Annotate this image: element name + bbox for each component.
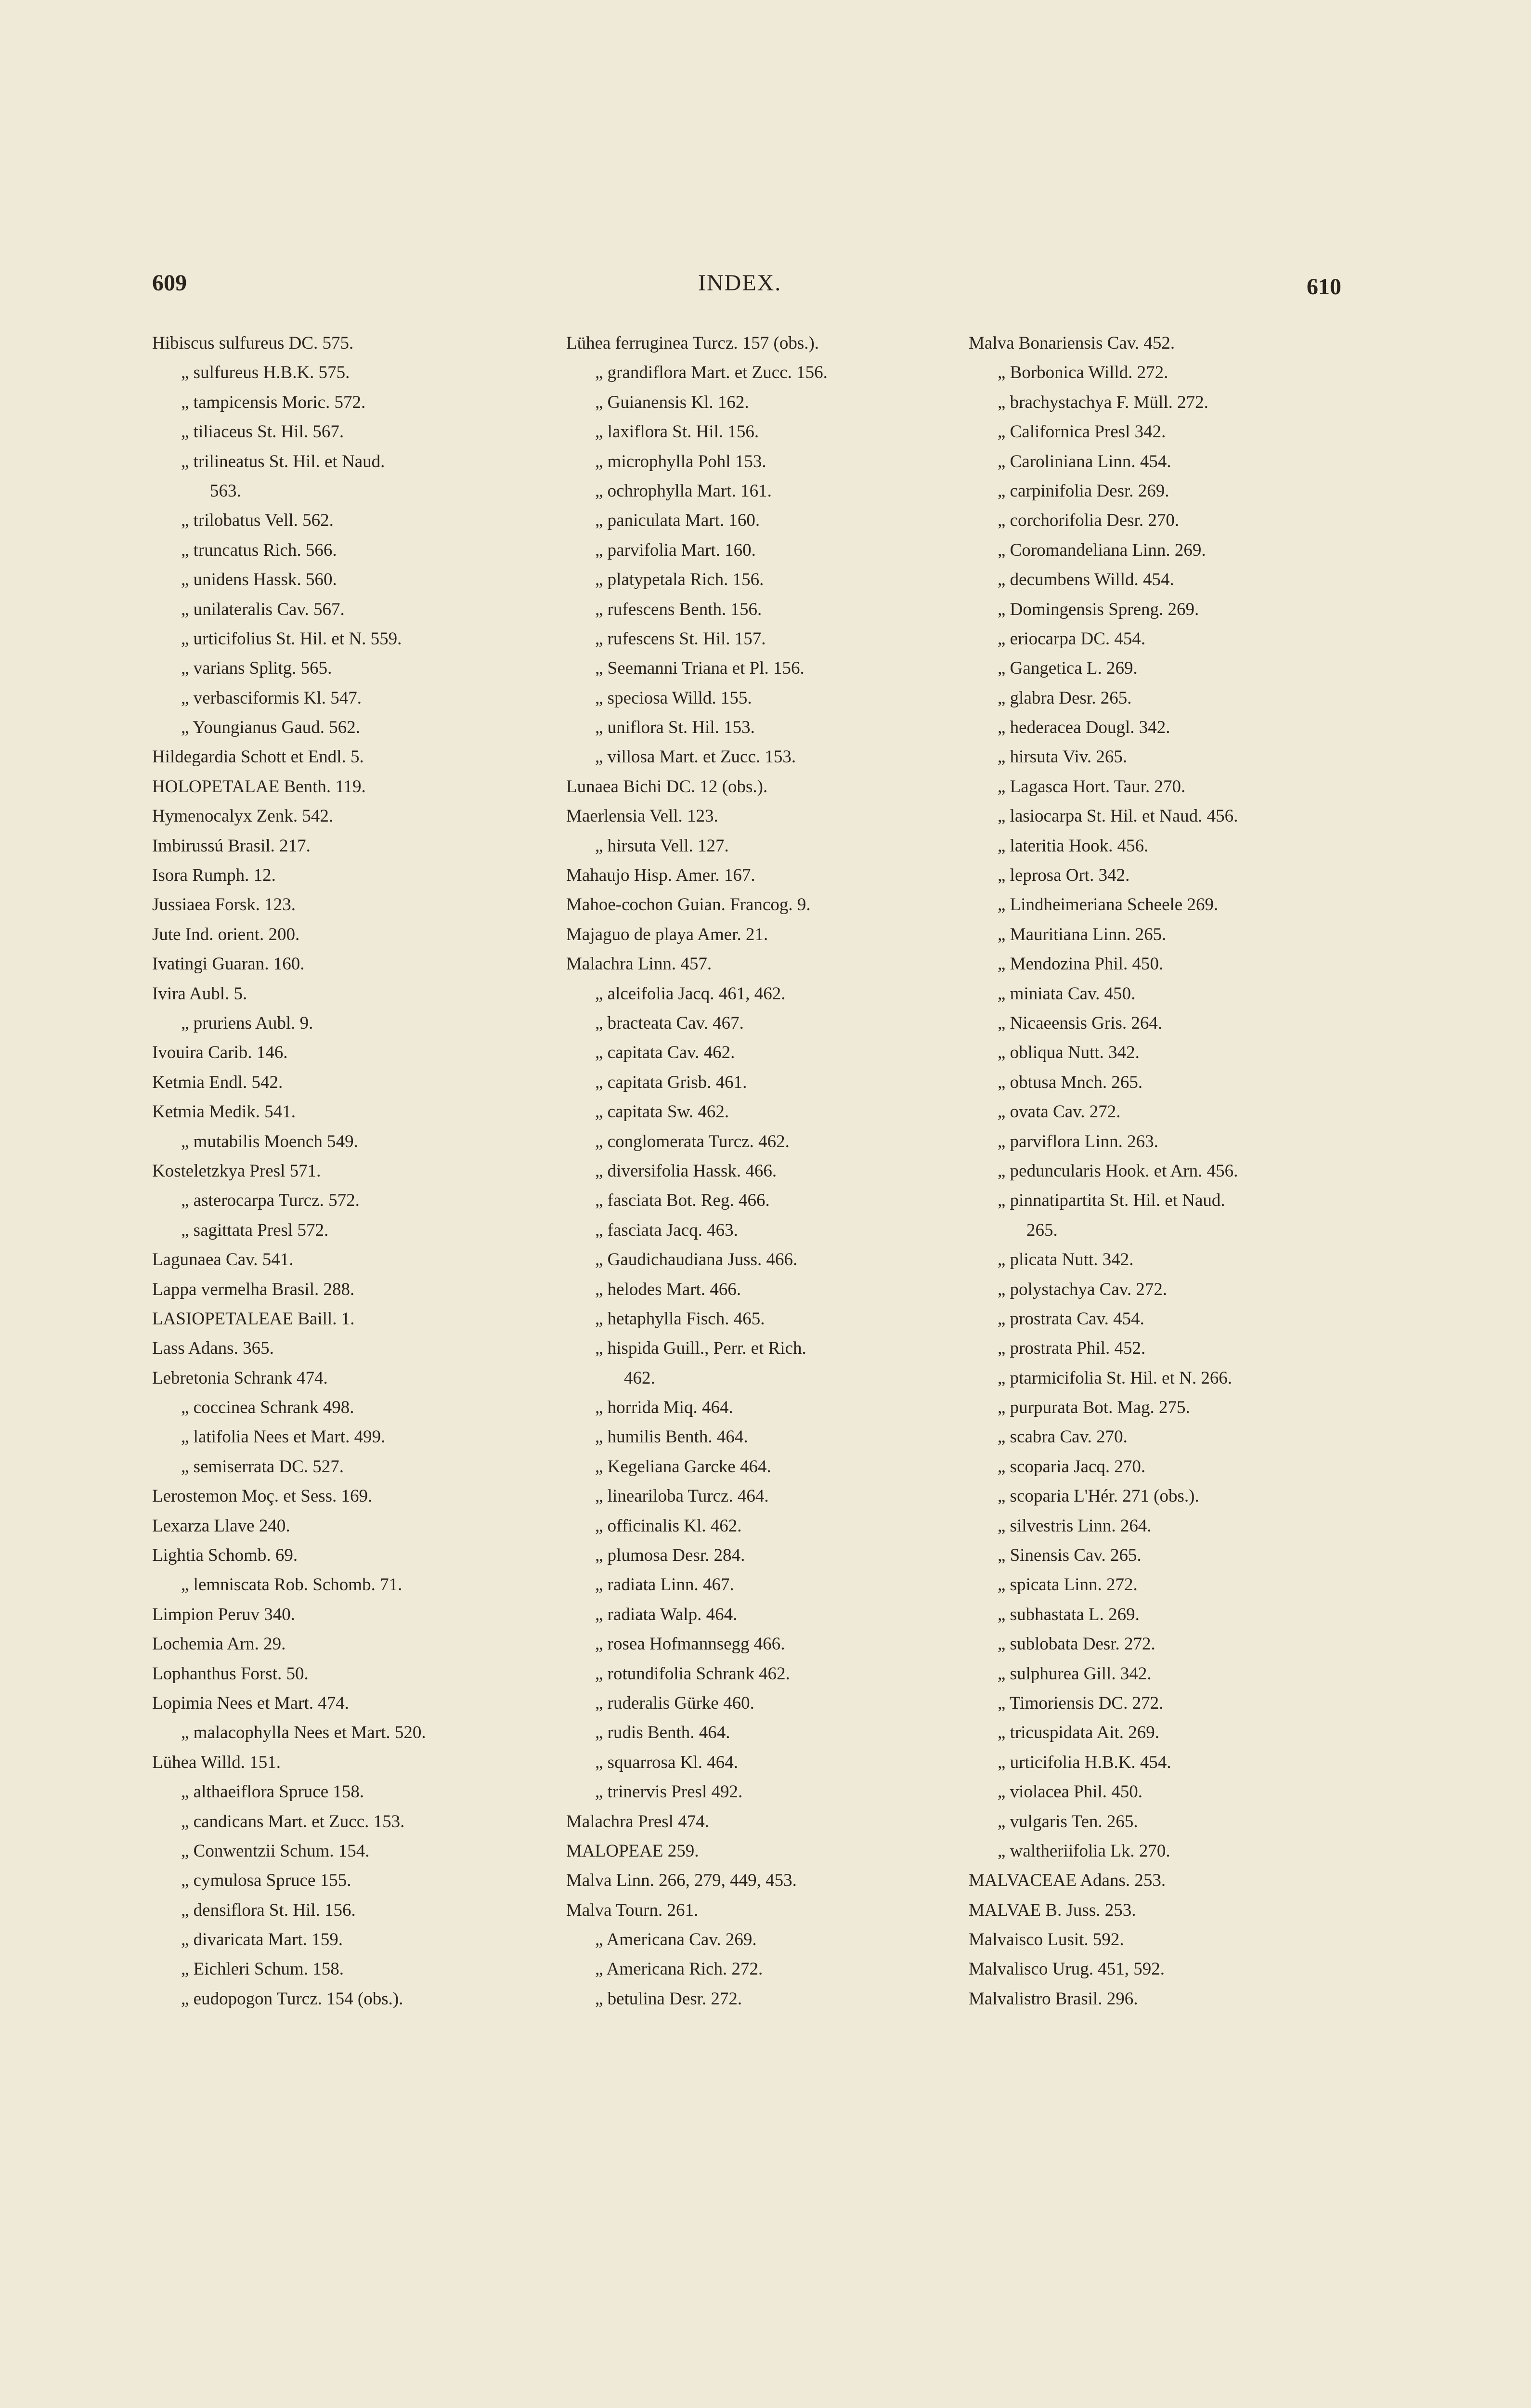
index-entry: „ sublobata Desr. 272. xyxy=(998,1634,1155,1654)
index-entry: Lappa vermelha Brasil. 288. xyxy=(152,1279,355,1299)
index-entry: „ hetaphylla Fisch. 465. xyxy=(595,1309,765,1329)
index-entry: „ ptarmicifolia St. Hil. et N. 266. xyxy=(998,1368,1233,1388)
index-entry: Malva Bonariensis Cav. 452. xyxy=(969,333,1175,353)
index-entry: „ grandiflora Mart. et Zucc. 156. xyxy=(595,363,828,383)
index-entry: „ Americana Rich. 272. xyxy=(595,1959,763,1979)
index-entry: „ hirsuta Vell. 127. xyxy=(595,836,729,856)
index-entry: „ truncatus Rich. 566. xyxy=(181,540,337,560)
index-entry: „ capitata Sw. 462. xyxy=(595,1102,729,1122)
index-entry: „ Sinensis Cav. 265. xyxy=(998,1545,1142,1566)
index-entry: „ fasciata Jacq. 463. xyxy=(595,1220,738,1240)
index-entry: „ radiata Walp. 464. xyxy=(595,1604,738,1624)
page-number-left: 609 xyxy=(152,270,187,296)
index-entry: Lerostemon Moç. et Sess. 169. xyxy=(152,1486,373,1506)
index-entry: „ tricuspidata Ait. 269. xyxy=(998,1723,1160,1743)
index-entry: „ subhastata L. 269. xyxy=(998,1604,1140,1624)
index-entry: „ eudopogon Turcz. 154 (obs.). xyxy=(181,1989,403,2009)
index-entry: „ plumosa Desr. 284. xyxy=(595,1545,745,1566)
index-entry: „ Mendozina Phil. 450. xyxy=(998,954,1164,974)
index-entry: Majaguo de playa Amer. 21. xyxy=(566,924,768,944)
index-entry: „ candicans Mart. et Zucc. 153. xyxy=(181,1811,405,1832)
index-entry: „ densiflora St. Hil. 156. xyxy=(181,1900,356,1920)
index-entry: „ ochrophylla Mart. 161. xyxy=(595,481,772,501)
index-entry: Imbirussú Brasil. 217. xyxy=(152,836,311,856)
index-entry: Ketmia Endl. 542. xyxy=(152,1072,283,1092)
index-column-1 xyxy=(152,328,537,2014)
index-entry: „ Caroliniana Linn. 454. xyxy=(998,451,1171,471)
index-entry: „ obtusa Mnch. 265. xyxy=(998,1072,1143,1092)
index-entry: „ paniculata Mart. 160. xyxy=(595,510,760,531)
index-entry: „ asterocarpa Turcz. 572. xyxy=(181,1191,360,1211)
index-entry: Lagunaea Cav. 541. xyxy=(152,1250,294,1270)
index-entry: Malvalistro Brasil. 296. xyxy=(969,1989,1138,2009)
index-entry: Mahaujo Hisp. Amer. 167. xyxy=(566,865,755,886)
index-entry: „ conglomerata Turcz. 462. xyxy=(595,1131,790,1152)
index-entry: „ trinervis Presl 492. xyxy=(595,1782,743,1802)
index-entry: „ rudis Benth. 464. xyxy=(595,1723,730,1743)
index-entry: „ sulphurea Gill. 342. xyxy=(998,1663,1152,1684)
index-entry: Limpion Peruv 340. xyxy=(152,1604,296,1624)
index-entry: MALOPEAE 259. xyxy=(566,1841,699,1861)
index-entry: Ivouira Carib. 146. xyxy=(152,1043,288,1063)
index-entry: „ diversifolia Hassk. 466. xyxy=(595,1161,777,1181)
index-entry: Malva Linn. 266, 279, 449, 453. xyxy=(566,1871,797,1891)
index-entry: „ helodes Mart. 466. xyxy=(595,1279,741,1299)
index-entry: „ urticifolia H.B.K. 454. xyxy=(998,1752,1171,1772)
index-entry: „ officinalis Kl. 462. xyxy=(595,1516,742,1536)
index-entry: Malachra Linn. 457. xyxy=(566,954,712,974)
index-entry: „ spicata Linn. 272. xyxy=(998,1575,1138,1595)
index-entry: „ coccinea Schrank 498. xyxy=(181,1398,354,1418)
index-entry: „ Eichleri Schum. 158. xyxy=(181,1959,344,1979)
index-entry: „ rotundifolia Schrank 462. xyxy=(595,1663,790,1684)
index-entry: „ parviflora Linn. 263. xyxy=(998,1131,1158,1152)
index-entry: „ hispida Guill., Perr. et Rich. xyxy=(595,1338,806,1359)
index-column-2 xyxy=(566,328,951,2014)
index-entry: „ Mauritiana Linn. 265. xyxy=(998,924,1167,944)
index-entry: „ Americana Cav. 269. xyxy=(595,1930,757,1950)
index-entry: „ pruriens Aubl. 9. xyxy=(181,1013,313,1033)
index-entry: „ Gangetica L. 269. xyxy=(998,658,1138,679)
index-entry: „ malacophylla Nees et Mart. 520. xyxy=(181,1723,426,1743)
index-entry: Jute Ind. orient. 200. xyxy=(152,924,300,944)
index-entry: „ speciosa Willd. 155. xyxy=(595,688,752,708)
index-entry: Hibiscus sulfureus DC. 575. xyxy=(152,333,354,353)
page-header xyxy=(0,270,1531,303)
index-entry: LASIOPETALEAE Baill. 1. xyxy=(152,1309,355,1329)
index-entry: Hymenocalyx Zenk. 542. xyxy=(152,806,334,826)
index-entry: „ leprosa Ort. 342. xyxy=(998,865,1130,886)
index-entry: Ivatingi Guaran. 160. xyxy=(152,954,305,974)
index-entry: „ horrida Miq. 464. xyxy=(595,1398,733,1418)
index-entry: „ Guianensis Kl. 162. xyxy=(595,392,749,412)
index-entry: „ Nicaeensis Gris. 264. xyxy=(998,1013,1163,1033)
index-entry: „ miniata Cav. 450. xyxy=(998,983,1136,1004)
index-entry: HOLOPETALAE Benth. 119. xyxy=(152,776,366,797)
index-entry: „ silvestris Linn. 264. xyxy=(998,1516,1152,1536)
index-entry: „ Domingensis Spreng. 269. xyxy=(998,599,1199,619)
index-entry: Hildegardia Schott et Endl. 5. xyxy=(152,747,364,767)
index-entry: 265. xyxy=(1026,1220,1058,1240)
index-entry: „ plicata Nutt. 342. xyxy=(998,1250,1134,1270)
index-entry: „ urticifolius St. Hil. et N. 559. xyxy=(181,628,402,649)
index-entry: „ squarrosa Kl. 464. xyxy=(595,1752,738,1772)
index-entry: „ cymulosa Spruce 155. xyxy=(181,1871,351,1891)
index-entry: Lühea Willd. 151. xyxy=(152,1752,281,1772)
index-entry: „ hederacea Dougl. 342. xyxy=(998,718,1170,738)
index-entry: „ lasiocarpa St. Hil. et Naud. 456. xyxy=(998,806,1238,826)
index-entry: „ unidens Hassk. 560. xyxy=(181,570,337,590)
index-entry: Mahoe-cochon Guian. Francog. 9. xyxy=(566,895,811,915)
index-entry: „ ruderalis Gürke 460. xyxy=(595,1693,754,1713)
index-entry: „ betulina Desr. 272. xyxy=(595,1989,742,2009)
index-entry: Lebretonia Schrank 474. xyxy=(152,1368,328,1388)
index-entry: „ pinnatipartita St. Hil. et Naud. xyxy=(998,1191,1225,1211)
index-entry: „ waltheriifolia Lk. 270. xyxy=(998,1841,1170,1861)
index-entry: Lühea ferruginea Turcz. 157 (obs.). xyxy=(566,333,819,353)
index-entry: „ obliqua Nutt. 342. xyxy=(998,1043,1140,1063)
index-entry: „ trilobatus Vell. 562. xyxy=(181,510,334,531)
index-entry: „ Youngianus Gaud. 562. xyxy=(181,718,361,738)
index-entry: Ketmia Medik. 541. xyxy=(152,1102,296,1122)
index-entry: „ fasciata Bot. Reg. 466. xyxy=(595,1191,770,1211)
index-entry: „ Lindheimeriana Scheele 269. xyxy=(998,895,1219,915)
index-entry: „ Kegeliana Garcke 464. xyxy=(595,1456,771,1477)
index-entry: Maerlensia Vell. 123. xyxy=(566,806,718,826)
index-entry: „ Californica Presl 342. xyxy=(998,422,1166,442)
index-entry: „ microphylla Pohl 153. xyxy=(595,451,766,471)
index-entry: „ hirsuta Viv. 265. xyxy=(998,747,1128,767)
index-entry: Lopimia Nees et Mart. 474. xyxy=(152,1693,349,1713)
index-entry: „ Borbonica Willd. 272. xyxy=(998,363,1168,383)
index-entry: „ Lagasca Hort. Taur. 270. xyxy=(998,776,1186,797)
index-entry: „ glabra Desr. 265. xyxy=(998,688,1132,708)
index-entry: „ semiserrata DC. 527. xyxy=(181,1456,344,1477)
index-entry: Lunaea Bichi DC. 12 (obs.). xyxy=(566,776,768,797)
index-entry: „ Seemanni Triana et Pl. 156. xyxy=(595,658,804,679)
index-entry: Malvalisco Urug. 451, 592. xyxy=(969,1959,1165,1979)
index-entry: Malachra Presl 474. xyxy=(566,1811,709,1832)
index-entry: „ ovata Cav. 272. xyxy=(998,1102,1121,1122)
index-entry: „ rufescens St. Hil. 157. xyxy=(595,628,766,649)
index-entry: „ capitata Grisb. 461. xyxy=(595,1072,747,1092)
index-column-3 xyxy=(969,328,1354,2014)
index-entry: MALVAE B. Juss. 253. xyxy=(969,1900,1136,1920)
index-entry: „ radiata Linn. 467. xyxy=(595,1575,734,1595)
index-entry: „ purpurata Bot. Mag. 275. xyxy=(998,1398,1190,1418)
index-entry: Ivira Aubl. 5. xyxy=(152,983,247,1004)
index-entry: „ polystachya Cav. 272. xyxy=(998,1279,1168,1299)
index-entry: „ laxiflora St. Hil. 156. xyxy=(595,422,759,442)
index-entry: „ vulgaris Ten. 265. xyxy=(998,1811,1138,1832)
index-entry: Malvaisco Lusit. 592. xyxy=(969,1930,1124,1950)
index-entry: „ prostrata Cav. 454. xyxy=(998,1309,1144,1329)
index-entry: „ uniflora St. Hil. 153. xyxy=(595,718,755,738)
index-entry: Malva Tourn. 261. xyxy=(566,1900,699,1920)
index-entry: „ mutabilis Moench 549. xyxy=(181,1131,358,1152)
index-entry: „ althaeiflora Spruce 158. xyxy=(181,1782,364,1802)
index-entry: „ peduncularis Hook. et Arn. 456. xyxy=(998,1161,1238,1181)
index-entry: „ lateritia Hook. 456. xyxy=(998,836,1149,856)
index-entry: „ lineariloba Turcz. 464. xyxy=(595,1486,769,1506)
index-entry: „ tiliaceus St. Hil. 567. xyxy=(181,422,344,442)
index-entry: „ Timoriensis DC. 272. xyxy=(998,1693,1164,1713)
index-entry: „ violacea Phil. 450. xyxy=(998,1782,1143,1802)
index-entry: „ rosea Hofmannsegg 466. xyxy=(595,1634,785,1654)
index-entry: „ bracteata Cav. 467. xyxy=(595,1013,744,1033)
index-entry: „ corchorifolia Desr. 270. xyxy=(998,510,1180,531)
index-entry: „ varians Splitg. 565. xyxy=(181,658,332,679)
index-entry: „ villosa Mart. et Zucc. 153. xyxy=(595,747,796,767)
index-entry: 563. xyxy=(210,481,241,501)
index-entry: „ carpinifolia Desr. 269. xyxy=(998,481,1169,501)
index-entry: „ scoparia Jacq. 270. xyxy=(998,1456,1146,1477)
index-entry: „ rufescens Benth. 156. xyxy=(595,599,762,619)
index-entry: „ parvifolia Mart. 160. xyxy=(595,540,756,560)
index-entry: Lexarza Llave 240. xyxy=(152,1516,290,1536)
index-entry: Lass Adans. 365. xyxy=(152,1338,274,1359)
index-entry: „ tampicensis Moric. 572. xyxy=(181,392,366,412)
index-entry: „ brachystachya F. Müll. 272. xyxy=(998,392,1208,412)
index-entry: „ latifolia Nees et Mart. 499. xyxy=(181,1427,386,1447)
index-entry: „ divaricata Mart. 159. xyxy=(181,1930,343,1950)
index-entry: Lochemia Arn. 29. xyxy=(152,1634,286,1654)
index-entry: Lightia Schomb. 69. xyxy=(152,1545,298,1566)
index-entry: „ sagittata Presl 572. xyxy=(181,1220,329,1240)
index-entry: „ unilateralis Cav. 567. xyxy=(181,599,345,619)
index-entry: „ Conwentzii Schum. 154. xyxy=(181,1841,370,1861)
index-entry: „ Gaudichaudiana Juss. 466. xyxy=(595,1250,798,1270)
index-entry: „ humilis Benth. 464. xyxy=(595,1427,748,1447)
index-entry: „ decumbens Willd. 454. xyxy=(998,570,1174,590)
index-entry: „ eriocarpa DC. 454. xyxy=(998,628,1146,649)
index-entry: „ trilineatus St. Hil. et Naud. xyxy=(181,451,385,471)
index-entry: Jussiaea Forsk. 123. xyxy=(152,895,296,915)
index-entry: Isora Rumph. 12. xyxy=(152,865,276,886)
index-entry: „ capitata Cav. 462. xyxy=(595,1043,735,1063)
index-entry: „ alceifolia Jacq. 461, 462. xyxy=(595,983,786,1004)
index-entry: 462. xyxy=(624,1368,655,1388)
index-entry: „ sulfureus H.B.K. 575. xyxy=(181,363,350,383)
page-number-right: 610 xyxy=(1307,274,1341,300)
index-entry: „ Coromandeliana Linn. 269. xyxy=(998,540,1206,560)
page-title: INDEX. xyxy=(698,270,782,296)
index-entry: MALVACEAE Adans. 253. xyxy=(969,1871,1166,1891)
index-entry: „ scabra Cav. 270. xyxy=(998,1427,1128,1447)
index-entry: „ prostrata Phil. 452. xyxy=(998,1338,1146,1359)
index-entry: „ scoparia L'Hér. 271 (obs.). xyxy=(998,1486,1199,1506)
index-entry: „ verbasciformis Kl. 547. xyxy=(181,688,362,708)
index-entry: Kosteletzkya Presl 571. xyxy=(152,1161,321,1181)
index-entry: Lophanthus Forst. 50. xyxy=(152,1663,309,1684)
index-entry: „ platypetala Rich. 156. xyxy=(595,570,764,590)
index-entry: „ lemniscata Rob. Schomb. 71. xyxy=(181,1575,402,1595)
